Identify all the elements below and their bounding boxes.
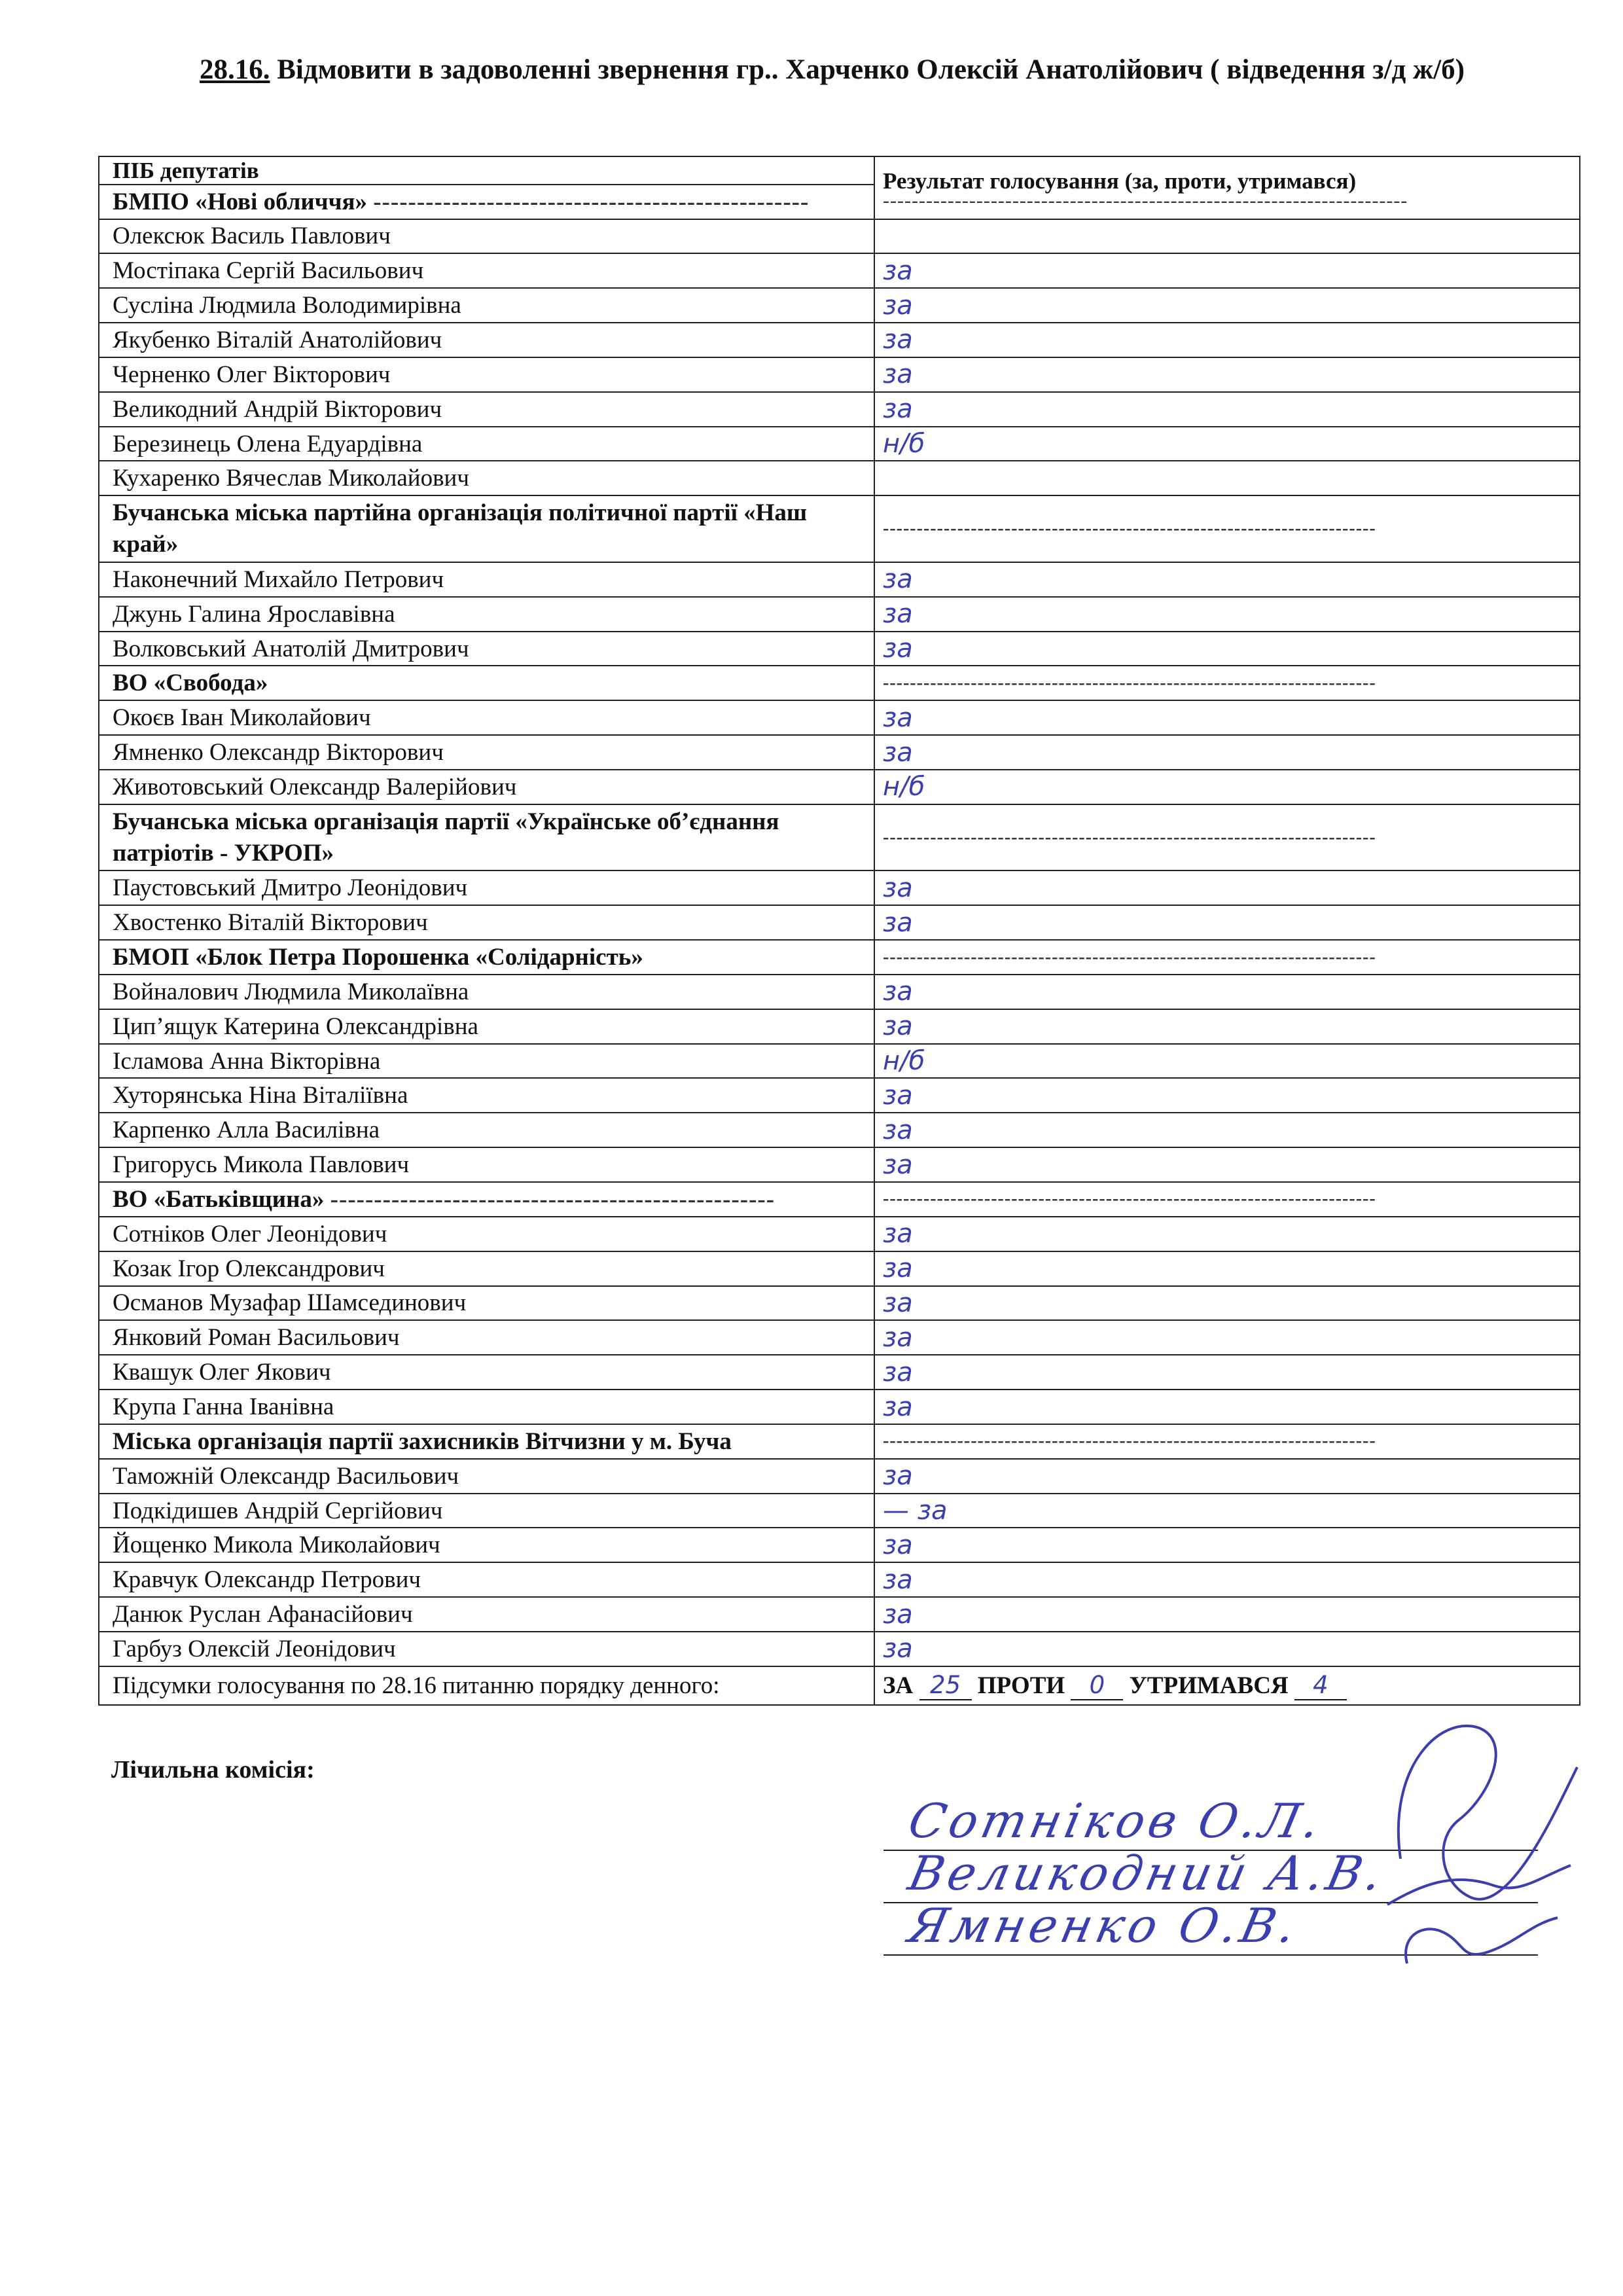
member-name: Ямненко Олександр Вікторович [99, 735, 874, 770]
member-row [99, 770, 1580, 804]
member-name: Хуторянська Ніна Віталіївна [99, 1078, 874, 1113]
signature-name-3: Ямненко О.В. [904, 1898, 1305, 1953]
member-name: Наконечний Михайло Петрович [99, 562, 874, 597]
member-name: Паустовський Дмитро Леонідович [99, 870, 874, 905]
member-row [99, 870, 1580, 905]
member-name: Олексюк Василь Павлович [99, 219, 874, 254]
member-name: Григорусь Микола Павлович [99, 1147, 874, 1182]
member-vote: за [874, 870, 1580, 905]
member-row [99, 1286, 1580, 1321]
member-name: Йощенко Микола Миколайович [99, 1528, 874, 1562]
member-row [99, 1355, 1580, 1390]
member-vote: за [874, 700, 1580, 735]
faction-vote-dashes: ------------------------------------------------------------------------- [874, 940, 1580, 975]
member-row [99, 562, 1580, 597]
member-vote: за [874, 562, 1580, 597]
faction-label: Бучанська міська організація партії «Українське об’єднання патріотів - УКРОП» [113, 808, 779, 867]
faction-vote-dashes: ------------------------------------------------------------------------- [874, 1182, 1580, 1217]
member-vote: — за [874, 1494, 1580, 1528]
member-vote: за [874, 1632, 1580, 1666]
faction-row [99, 1182, 1580, 1217]
voting-table [98, 156, 1580, 1706]
member-row [99, 700, 1580, 735]
member-name: Кухаренко Вячеслав Миколайович [99, 461, 874, 495]
member-row [99, 975, 1580, 1009]
faction-label: БМОП «Блок Петра Порошенка «Солідарність» [113, 944, 643, 971]
faction-row [99, 940, 1580, 975]
member-name: Данюк Руслан Афанасійович [99, 1597, 874, 1632]
member-row [99, 1459, 1580, 1494]
member-vote: за [874, 1320, 1580, 1355]
member-name: Джунь Галина Ярославівна [99, 597, 874, 632]
member-name: Окоєв Іван Миколайович [99, 700, 874, 735]
member-name: Таможній Олександр Васильович [99, 1459, 874, 1494]
utrymavsia-value: 4 [1294, 1671, 1347, 1700]
member-vote: за [874, 253, 1580, 288]
member-row [99, 1217, 1580, 1251]
header-result [874, 156, 1580, 219]
faction-label: БМПО «Нові обличчя» [113, 188, 374, 215]
summary-row [99, 1666, 1580, 1705]
member-vote: за [874, 288, 1580, 323]
faction-name [99, 495, 874, 562]
summary-label: Підсумки голосування по 28.16 питанню порядку денного: [99, 1666, 874, 1705]
signature-name-2: Великодний А.В. [904, 1846, 1391, 1901]
member-vote: за [874, 357, 1580, 392]
faction-label: Міська організація партії захисників Вітчизни у м. Буча [113, 1427, 732, 1455]
member-name: Мостіпака Сергій Васильович [99, 253, 874, 288]
member-name: Гарбуз Олексій Леонідович [99, 1632, 874, 1666]
member-vote: за [874, 323, 1580, 357]
member-vote: за [874, 1355, 1580, 1390]
member-name: Сотніков Олег Леонідович [99, 1217, 874, 1251]
member-vote: за [874, 1597, 1580, 1632]
member-vote: за [874, 1217, 1580, 1251]
faction-label: Бучанська міська партійна організація політичної партії «Наш край» [113, 499, 808, 558]
member-name: Березинець Олена Едуардівна [99, 427, 874, 461]
faction-row [99, 495, 1580, 562]
utrymavsia-label: УТРИМАВСЯ [1129, 1672, 1289, 1699]
member-row [99, 1597, 1580, 1632]
member-vote: за [874, 905, 1580, 940]
member-vote: за [874, 975, 1580, 1009]
member-name: Ісламова Анна Вікторівна [99, 1044, 874, 1079]
member-name: Якубенко Віталій Анатолійович [99, 323, 874, 357]
member-vote: н/б [874, 1044, 1580, 1079]
member-name: Войналович Людмила Миколаївна [99, 975, 874, 1009]
member-row [99, 1494, 1580, 1528]
za-value: 25 [919, 1671, 972, 1700]
member-row [99, 323, 1580, 357]
member-vote: за [874, 392, 1580, 427]
header-result-label: Результат голосування (за, проти, утримався) [883, 168, 1357, 194]
counting-commission-label: Лічильна комісія: [111, 1756, 315, 1784]
member-vote: за [874, 632, 1580, 666]
faction-name [99, 666, 874, 700]
faction-dashes: --------------------------------------------------- [330, 1185, 776, 1213]
member-row [99, 1251, 1580, 1286]
faction-name [99, 940, 874, 975]
member-row [99, 1632, 1580, 1666]
member-row [99, 253, 1580, 288]
faction-row [99, 1424, 1580, 1459]
faction-row [99, 666, 1580, 700]
member-row [99, 1390, 1580, 1424]
member-row [99, 1078, 1580, 1113]
agenda-item-heading [200, 51, 1528, 89]
member-row [99, 219, 1580, 254]
member-row [99, 288, 1580, 323]
faction-name [99, 185, 874, 219]
agenda-item-number: 28.16. [200, 54, 270, 85]
member-name: Великодний Андрій Вікторович [99, 392, 874, 427]
member-name: Цип’ящук Катерина Олександрівна [99, 1009, 874, 1044]
member-row [99, 905, 1580, 940]
member-name: Сусліна Людмила Володимирівна [99, 288, 874, 323]
handwritten-signature-graphic [1361, 1689, 1597, 1977]
agenda-item-text: Відмовити в задоволенні звернення гр.. Харченко Олексій Анатолійович ( відведення з/д ж/б) [270, 54, 1465, 85]
member-row [99, 1009, 1580, 1044]
member-row [99, 392, 1580, 427]
member-vote: за [874, 1147, 1580, 1182]
faction-vote-dashes: ------------------------------------------------------------------------- [874, 1424, 1580, 1459]
member-vote [874, 219, 1580, 254]
member-row [99, 1044, 1580, 1079]
member-vote [874, 461, 1580, 495]
member-name: Подкідишев Андрій Сергійович [99, 1494, 874, 1528]
member-vote: за [874, 1009, 1580, 1044]
member-vote: за [874, 1562, 1580, 1597]
signature-name-1: Сотніков О.Л. [904, 1793, 1329, 1848]
member-vote: за [874, 1251, 1580, 1286]
faction-dashes: -------------------------------------------------- [373, 188, 810, 215]
faction-vote-dashes: ------------------------------------------------------------------------- [874, 495, 1580, 562]
member-row [99, 597, 1580, 632]
member-row [99, 461, 1580, 495]
header-names: ПІБ депутатів [99, 156, 874, 185]
member-vote: за [874, 1459, 1580, 1494]
member-row [99, 357, 1580, 392]
za-label: ЗА [883, 1672, 914, 1699]
member-name: Карпенко Алла Василівна [99, 1113, 874, 1147]
member-name: Животовський Олександр Валерійович [99, 770, 874, 804]
member-vote: н/б [874, 427, 1580, 461]
member-row [99, 1528, 1580, 1562]
faction-vote-dashes: ------------------------------------------------------------------------- [874, 666, 1580, 700]
member-name: Крупа Ганна Іванівна [99, 1390, 874, 1424]
member-row [99, 1113, 1580, 1147]
member-name: Османов Музафар Шамсединович [99, 1286, 874, 1321]
member-row [99, 735, 1580, 770]
faction-label: ВО «Батьківщина» [113, 1185, 330, 1213]
member-vote: за [874, 1078, 1580, 1113]
header-result-dashes: ------------------------------------------------------------------------- [883, 189, 1408, 211]
proty-label: ПРОТИ [977, 1672, 1065, 1699]
member-row [99, 632, 1580, 666]
member-name: Волковський Анатолій Дмитрович [99, 632, 874, 666]
member-name: Янковий Роман Васильович [99, 1320, 874, 1355]
faction-row [99, 804, 1580, 871]
member-name: Черненко Олег Вікторович [99, 357, 874, 392]
member-vote: за [874, 1113, 1580, 1147]
faction-vote-dashes: ------------------------------------------------------------------------- [874, 804, 1580, 871]
table-header-row [99, 156, 1580, 185]
member-vote: за [874, 1286, 1580, 1321]
faction-name [99, 1424, 874, 1459]
member-row [99, 1147, 1580, 1182]
member-vote: за [874, 1390, 1580, 1424]
member-row [99, 1562, 1580, 1597]
member-vote: за [874, 597, 1580, 632]
faction-name [99, 804, 874, 871]
member-row [99, 1320, 1580, 1355]
member-name: Козак Ігор Олександрович [99, 1251, 874, 1286]
member-row [99, 427, 1580, 461]
member-vote: н/б [874, 770, 1580, 804]
member-name: Кравчук Олександр Петрович [99, 1562, 874, 1597]
member-vote: за [874, 1528, 1580, 1562]
proty-value: 0 [1071, 1671, 1123, 1700]
member-vote: за [874, 735, 1580, 770]
faction-label: ВО «Свобода» [113, 670, 268, 697]
faction-name [99, 1182, 874, 1217]
member-name: Квашук Олег Якович [99, 1355, 874, 1390]
member-name: Хвостенко Віталій Вікторович [99, 905, 874, 940]
